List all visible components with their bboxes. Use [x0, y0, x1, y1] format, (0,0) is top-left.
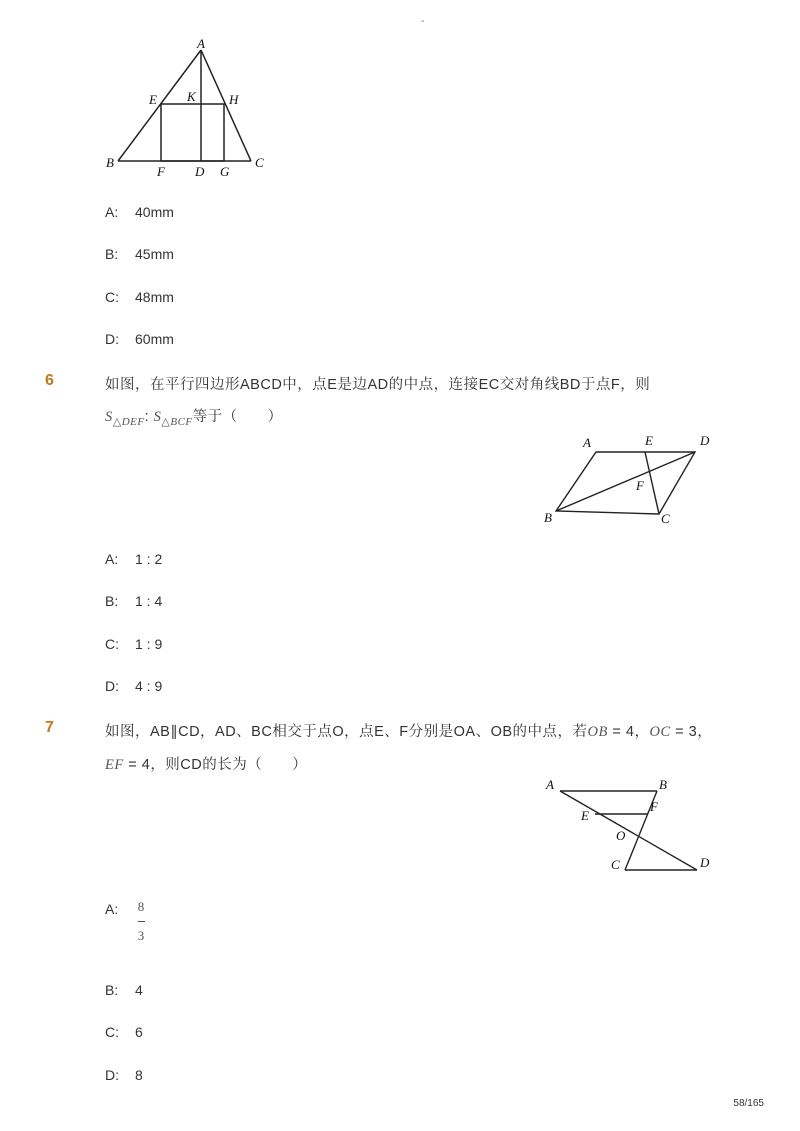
option-value: 48mm [135, 289, 174, 305]
q7-math-ob: OB [587, 724, 608, 740]
q6-s1: S [105, 409, 113, 425]
fig1-label-k: K [187, 89, 196, 104]
option-value: 40mm [135, 204, 174, 220]
fig1-label-e: E [149, 92, 157, 107]
fig3-label-c: C [611, 857, 620, 872]
fig3-label-o: O [616, 828, 626, 843]
q7-text-line2 [105, 753, 307, 774]
q7-option-c[interactable] [105, 1024, 143, 1040]
fraction-denominator: 3 [137, 928, 145, 943]
q6-formula [105, 405, 283, 428]
fig2-label-d: D [700, 433, 710, 448]
option-value: 4 [135, 982, 143, 998]
q6-sub1: △DEF [112, 415, 145, 428]
fig2-label-e: E [645, 433, 653, 448]
fig2-label-b: B [544, 510, 552, 525]
header-mark: - [421, 16, 425, 27]
q7-math-ef: EF [105, 757, 124, 773]
fig1-label-f: F [157, 164, 165, 179]
option-label: A: [105, 204, 119, 220]
q6-option-b[interactable] [105, 593, 162, 609]
fig2-diagonal-bd [556, 452, 695, 511]
option-label: D: [105, 331, 119, 347]
fig1-rectangle-efgh [161, 104, 224, 161]
q7-eq-ob: = 4， [607, 724, 650, 740]
q7-option-a-fraction [136, 899, 146, 944]
q6-tail: 等于（ ） [192, 409, 283, 425]
q6-s2: S [153, 409, 162, 425]
fraction-numerator: 8 [137, 899, 145, 914]
fig2-label-a: A [583, 435, 591, 450]
fig3-label-f: F [650, 799, 658, 814]
option-label: A: [105, 551, 119, 567]
option-label: C: [105, 289, 119, 305]
q7-number: 7 [45, 719, 54, 736]
option-value: 1 : 2 [135, 551, 163, 567]
fig3-label-b: B [659, 777, 667, 792]
option-label: C: [105, 636, 119, 652]
option-value: 4 : 9 [135, 678, 163, 694]
fig2-label-c: C [661, 511, 670, 526]
q7-eq-ef: = 4 [123, 757, 151, 773]
fig3-segment-ad [560, 791, 697, 870]
q6-colon: : [144, 409, 150, 425]
fig1-label-a: A [197, 36, 205, 51]
q6-number: 6 [45, 372, 54, 389]
fig2-label-f: F [636, 478, 644, 493]
fig1-label-c: C [255, 155, 264, 170]
q7-text-part2: ，则CD的长为（ ） [150, 757, 308, 773]
fraction-bar [138, 921, 145, 922]
option-value: 1 : 9 [135, 636, 163, 652]
option-label: B: [105, 982, 119, 998]
q6-option-d[interactable] [105, 678, 162, 694]
q5-option-a[interactable] [105, 204, 174, 220]
fig2-segment-ec [645, 452, 659, 514]
option-label: B: [105, 246, 119, 262]
figure-parallelogram [535, 428, 735, 528]
figure-triangle-rectangle [100, 35, 275, 180]
fig1-label-b: B [106, 155, 114, 170]
option-label: D: [105, 1067, 119, 1083]
fig1-side-ac [201, 50, 251, 161]
q7-text-part1: 如图，AB∥CD，AD、BC相交于点O，点E、F分别是OA、OB的中点，若 [105, 724, 588, 740]
option-label: B: [105, 593, 119, 609]
q7-option-a[interactable] [105, 901, 135, 917]
figure-parallel-lines [535, 770, 725, 880]
option-label: D: [105, 678, 119, 694]
option-value: 60mm [135, 331, 174, 347]
fig1-side-ab [118, 50, 201, 161]
option-label: C: [105, 1024, 119, 1040]
q6-option-c[interactable] [105, 636, 162, 652]
q7-eq-oc: = 3， [670, 724, 713, 740]
fig3-label-e: E [581, 808, 589, 823]
fig1-label-d: D [195, 164, 205, 179]
page-number: 58/165 [733, 1098, 764, 1109]
q5-option-d[interactable] [105, 331, 174, 347]
fig3-label-a: A [546, 777, 554, 792]
option-value: 6 [135, 1024, 143, 1040]
q5-option-c[interactable] [105, 289, 174, 305]
q7-math-oc: OC [649, 724, 671, 740]
q7-option-d[interactable] [105, 1067, 143, 1083]
q6-text: 如图，在平行四边形ABCD中，点E是边AD的中点，连接EC交对角线BD于点F，则 [105, 377, 651, 393]
q6-sub2: △BCF [161, 415, 193, 428]
option-value: 1 : 4 [135, 593, 163, 609]
option-value: 8 [135, 1067, 143, 1083]
option-value: 45mm [135, 246, 174, 262]
q5-option-b[interactable] [105, 246, 174, 262]
option-label: A: [105, 901, 119, 917]
fig1-label-h: H [229, 92, 239, 107]
fig3-label-d: D [700, 855, 710, 870]
q7-option-b[interactable] [105, 982, 143, 998]
fig1-label-g: G [220, 164, 230, 179]
q6-option-a[interactable] [105, 551, 162, 567]
q7-text-line1 [105, 720, 712, 741]
